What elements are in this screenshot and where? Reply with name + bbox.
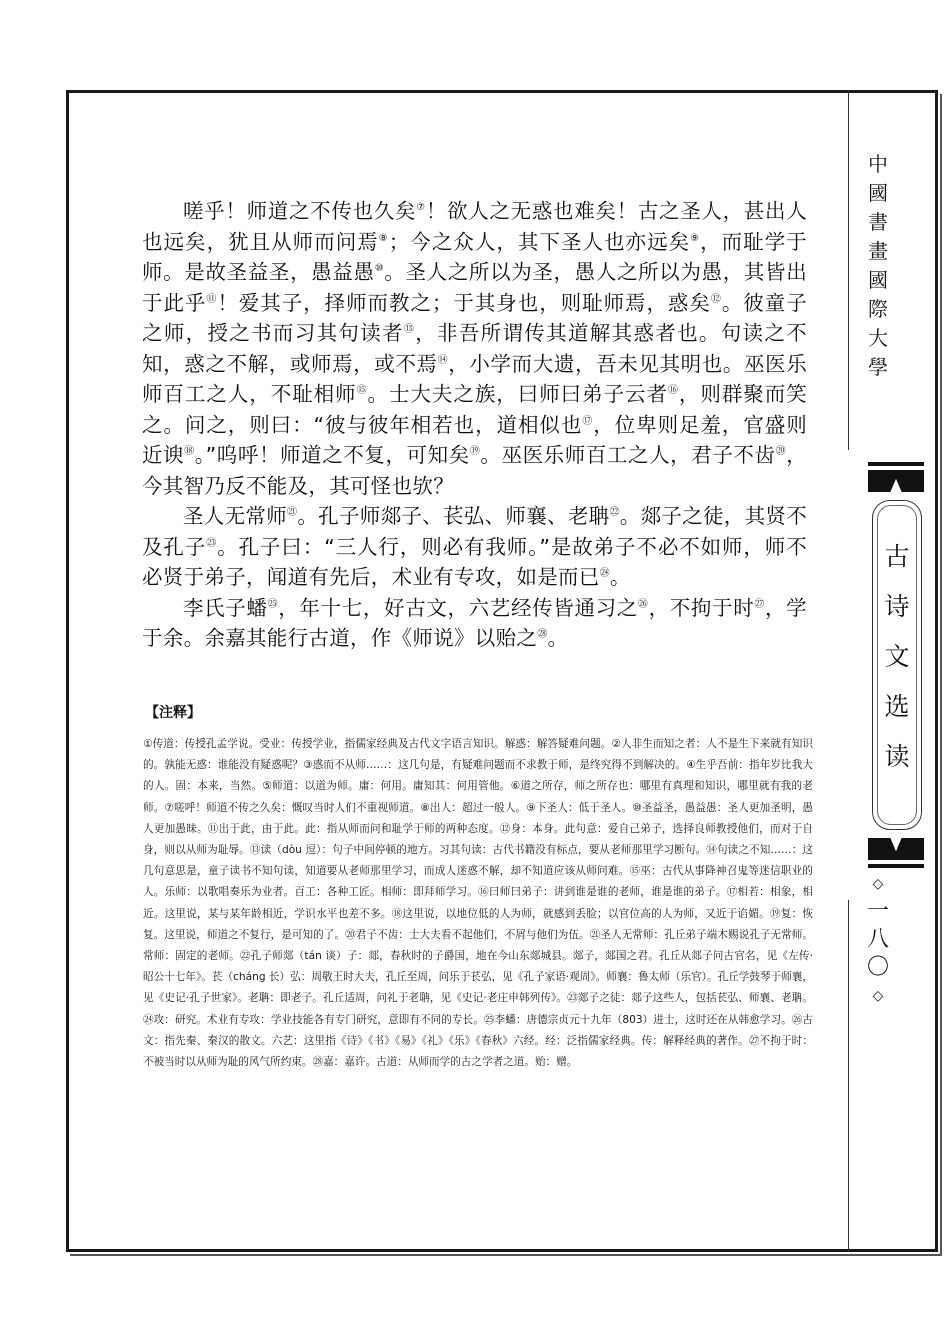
note-marker: ⑮ (356, 385, 368, 397)
sidebar-rule-bottom (848, 900, 849, 1252)
note-marker: ㉔ (599, 568, 610, 580)
vertical-char: 诗 (884, 592, 910, 621)
diamond-ornament-icon: ◇ (872, 988, 884, 1004)
vertical-char: 古 (884, 542, 910, 571)
passage-paragraph-3: 李氏子蟠$^㉕$，年十七，好古文，六艺经传皆通习之$^㉖$，不拘于时$^㉗$，学于余。余嘉其能行古道，作《师说》以贻之$^㉘$。 (142, 595, 807, 650)
vertical-char: 國 (868, 268, 888, 292)
note-marker: ㉗ (754, 598, 766, 610)
note-marker: ⑱ (184, 446, 195, 458)
note-marker: ⑬ (403, 324, 416, 336)
note-marker: ⑭ (437, 354, 449, 366)
page-number-char-1: 一 (866, 899, 889, 924)
note-marker: ⑯ (667, 385, 679, 397)
vertical-char: 读 (884, 742, 910, 771)
vertical-char: 學 (868, 355, 888, 379)
note-marker: ㉑ (287, 507, 298, 519)
passage-paragraph-1: 嗟乎！师道之不传也久矣⑦！欲人之无惑也难矣！古之圣人，甚出人也远矣，犹且从师而问焉⑧；今之众人，其下圣人也亦远矣⑨，而耻学于师。是故圣益圣，愚益愚⑩。圣人之所以为圣，愚人之所以为愚，其皆出于此乎⑪！爱其子，择师而教之；于其身也，则耻师焉，惑矣⑫。彼童子之师，授之书而习其句读者⑬，非吾所谓传其道解其惑者也。句读之不知，惑之不解，或师焉，或不焉⑭，小学而大遗，吾未见其明也。巫医乐师百工之人，不耻相师⑮。士大夫之族，曰师曰弟子云者⑯，则群聚而笑之。问之，则曰：“彼与彼年相若也，道相似也⑰，位卑则足羞，官盛则近谀⑱。”呜呼！师道之不复，可知矣⑲。巫医乐师百工之人，君子不齿⑳，今其智乃反不能及，其可怪也欤？ (142, 199, 808, 498)
note-marker: ⑨ (690, 232, 701, 244)
ornament-bar-top-thin (868, 462, 924, 466)
page-number (862, 870, 894, 1010)
note-marker: ㉒ (609, 507, 620, 519)
notes-heading: 【注释】 (145, 705, 201, 721)
vertical-char: 选 (884, 692, 910, 721)
notes-text: ①传道：传授孔孟学说。受业：传授学业，指儒家经典及古代文字语言知识。解惑：解答疑难问题。②人非生而知之者：人不是生下来就有知识的。孰能无惑：谁能没有疑惑呢？③惑而不从师……：这几句是，有疑难问题而不求教于师，是终究得不到解决的。④生乎吾前：指年岁比我大的人。固：本来，当然。⑤师道：以道为师。庸：何用。庸知其：何用管他。⑥道之所存，师之所存也：哪里有真理和知识，哪里就有我的老师。⑦嗟呼！师道不传之久矣：慨叹当时人们不重视师道。⑧出人：超过一般人。⑨下圣人：低于圣人。⑩圣益圣，愚益愚：圣人更加圣明，愚人更加愚昧。⑪出于此，由于此。此：指从师而问和耻学于师的两种态度。⑫身：本身。此句意：爱自己弟子，选择良师教授他们，而对于自身，则以从师为耻辱。⑬读（dòu 逗）：句子中间停顿的地方。习其句读：古代书籍没有标点，要从老师那里学习断句。⑭句读之不知……：这几句意思是，童子读书不知句读，知道要从老师那里学习，而成人迷惑不解，却不知道应该从师问难。⑮巫：古代从事降神召鬼等迷信职业的人。乐师：以歌唱奏乐为业者。百工：各种工匠。相师：即拜师学习。⑯曰师曰弟子：讲到谁是谁的老师，谁是谁的弟子。⑰相若：相象，相近。这里说，某与某年龄相近，学识水平也差不多。⑱这里说，以地位低的人为师，就感到丢脸；以官位高的人为师，又近于谄媚。⑲复：恢复。这里说，师道之不复行，是可知的了。⑳君子不齿：士大夫看不起他们，不屑与他们为伍。㉑圣人无常师：孔丘弟子端木赐说孔子无常师。常师：固定的老师。㉒孔子师郯（tán 谈）子：郯，春秋时的子爵国，地在今山东郯城县。郯子，郯国之君。孔丘从郯子问古官名，见《左传·昭公十七年》。苌（cháng 长）弘：周敬王时大夫，孔丘至周，问乐于苌弘，见《孔子家语·观周》。师襄：鲁太师（乐官）。孔丘学鼓琴于师襄，见《史记·孔子世家》。老聃：即老子。孔丘适周，问礼于老聃，见《史记·老庄申韩列传》。㉓郯子之徒：郯子这些人，包括苌弘、师襄、老聃。㉔攻：研究。术业有专攻：学业技能各有专门研究，意即有不同的专长。㉕李蟠：唐德宗贞元十九年（803）进士，这时还在从韩愈学习。㉖古文：指先秦、秦汉的散文。六艺：这里指《诗》《书》《易》《礼》《乐》《春秋》六经。经：泛指儒家经典。传：解释经典的著作。㉗不拘于时：不被当时以从师为耻的风气所约束。㉘嘉：嘉许。古道：从师而学的古之学者之道。贻：赠。 (143, 738, 813, 1069)
vertical-char: 文 (884, 642, 910, 671)
note-marker: ㉓ (206, 537, 218, 549)
passage-body (142, 196, 807, 654)
diamond-ornament-icon: ◇ (872, 876, 884, 892)
note-marker: ⑳ (775, 446, 787, 458)
note-marker: ⑦ (416, 202, 426, 214)
series-title (862, 150, 894, 382)
note-marker: ㉖ (637, 598, 649, 610)
note-marker: ⑩ (374, 263, 385, 275)
vertical-char: 中 (868, 152, 888, 176)
vertical-char: 書 (868, 210, 888, 234)
vertical-char: 大 (868, 326, 888, 350)
section-title (877, 532, 917, 782)
vertical-char: 國 (868, 181, 888, 205)
note-marker: ⑫ (710, 293, 722, 305)
ornament-bar-bottom-thin (868, 864, 924, 868)
note-marker: ⑪ (206, 293, 218, 305)
vertical-char: 畫 (868, 239, 888, 263)
note-marker: ⑰ (582, 415, 594, 427)
note-marker: ㉕ (267, 598, 279, 610)
note-marker: ⑲ (469, 446, 481, 458)
page-number-char-2: 八 (866, 927, 889, 952)
vertical-char: 際 (868, 297, 888, 321)
note-marker: ⑧ (378, 232, 389, 244)
page-number-char-3: 〇 (866, 955, 889, 980)
note-marker: ㉘ (537, 629, 548, 641)
sidebar-rule-top (848, 90, 849, 450)
passage-paragraph-2: 圣人无常师$^㉑$。孔子师郯子、苌弘、师襄、老聃$^㉒$。郯子之徒，其贤不及孔子$^㉓$。孔子曰：“三人行，则必有我师。”是故弟子不必不如师，师不必贤于弟子，闻道有先后，术业有专攻，如是而已$^㉔$。 (142, 504, 807, 589)
